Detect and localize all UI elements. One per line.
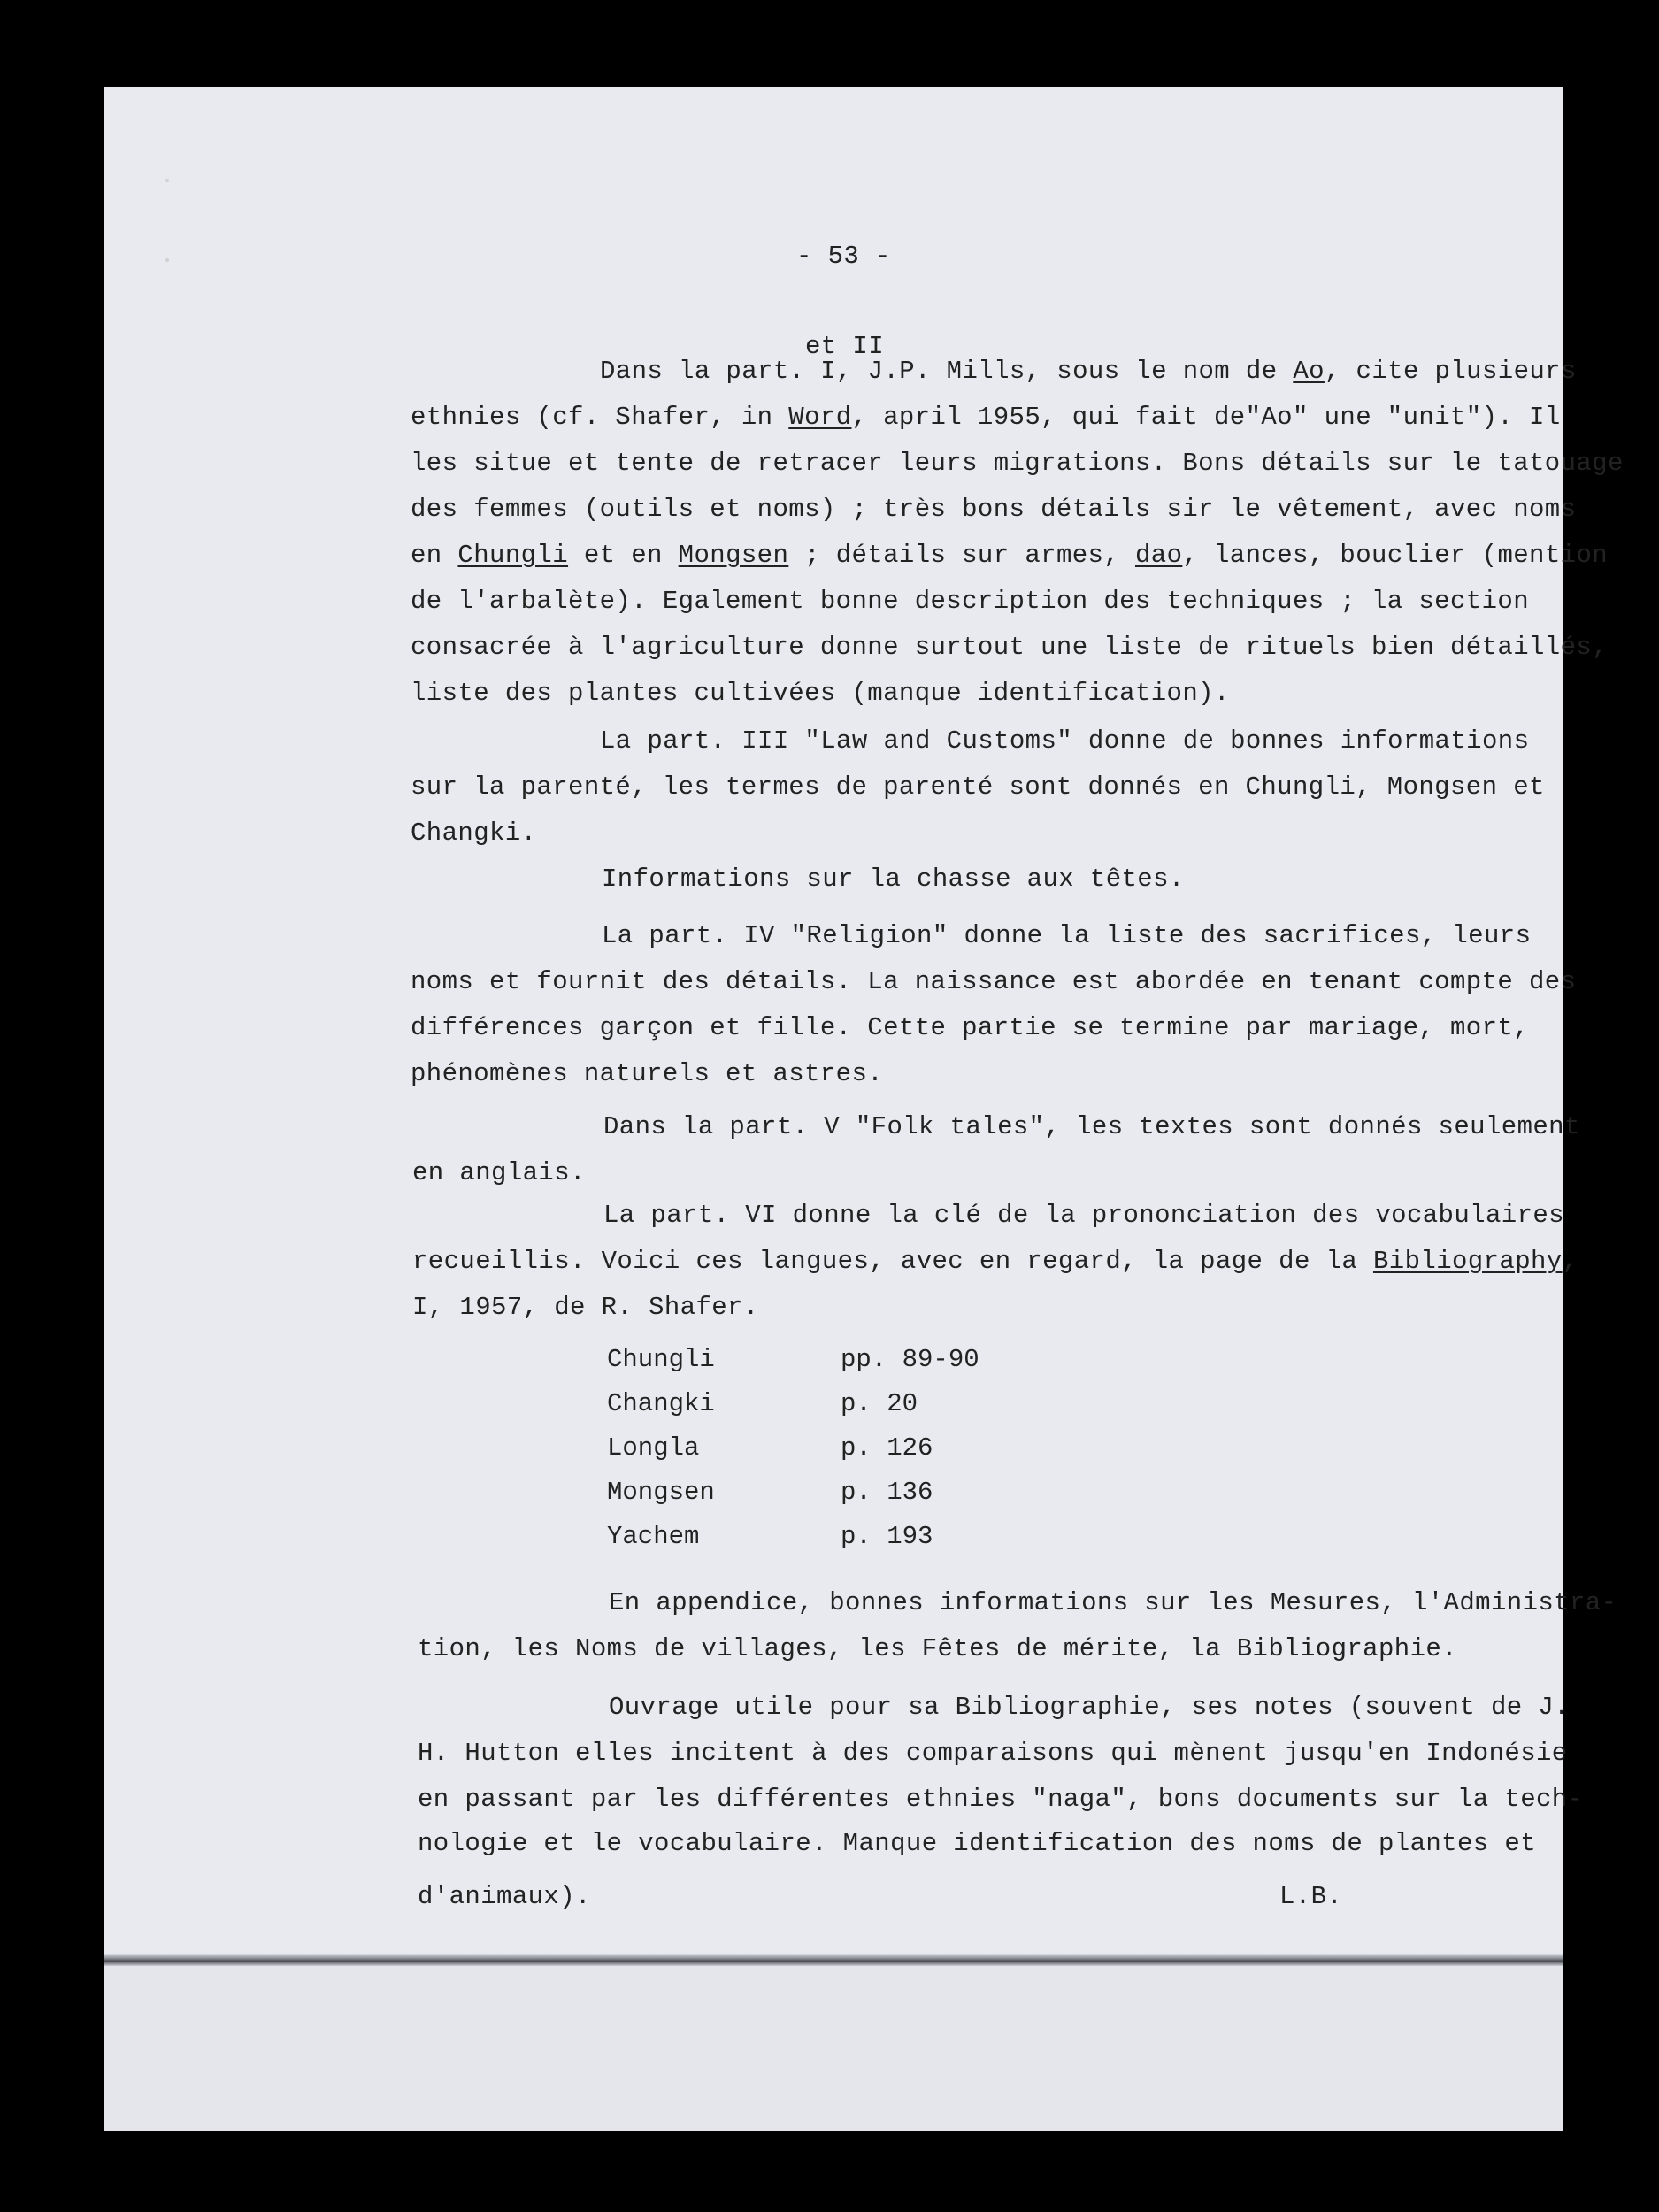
- language-name: Longla: [607, 1433, 700, 1463]
- text-line: nologie et le vocabulaire. Manque identification des noms de plantes et: [418, 1829, 1537, 1858]
- text-line: des femmes (outils et noms) ; très bons détails sir le vêtement, avec noms: [411, 495, 1577, 524]
- language-page: p. 20: [841, 1389, 918, 1418]
- language-name: Mongsen: [607, 1478, 715, 1507]
- paper-speck: [165, 179, 169, 182]
- language-page: p. 136: [841, 1478, 933, 1507]
- text-line: de l'arbalète). Egalement bonne description des techniques ; la section: [411, 587, 1530, 616]
- text-line: Ouvrage utile pour sa Bibliographie, ses notes (souvent de J.: [609, 1693, 1570, 1722]
- text-line: liste des plantes cultivées (manque identification).: [411, 679, 1230, 708]
- text-line: La part. VI donne la clé de la prononciation des vocabulaires: [603, 1201, 1564, 1230]
- text-line: en anglais.: [412, 1158, 586, 1187]
- text-line: noms et fournit des détails. La naissance est abordée en tenant compte des: [411, 967, 1577, 996]
- text-line: différences garçon et fille. Cette partie se termine par mariage, mort,: [411, 1013, 1530, 1042]
- underlying-sheet: [104, 1966, 1563, 2131]
- term-chungli: Chungli: [457, 541, 569, 570]
- text-line: Dans la part. I, J.P. Mills, sous le nom de Ao, cite plusieurs: [600, 357, 1577, 386]
- text-line: en Chungli et en Mongsen ; détails sur armes, dao, lances, bouclier (mention: [411, 541, 1609, 570]
- text-line: La part. III "Law and Customs" donne de bonnes informations: [600, 726, 1530, 756]
- text-line: En appendice, bonnes informations sur les Mesures, l'Administra-: [609, 1588, 1617, 1617]
- page-number: - 53 -: [796, 242, 891, 271]
- term-dao: dao: [1134, 541, 1183, 570]
- text-line: tion, les Noms de villages, les Fêtes de mérite, la Bibliographie.: [418, 1634, 1457, 1663]
- journal-word: Word: [788, 403, 852, 432]
- text-line: phénomènes naturels et astres.: [411, 1059, 884, 1088]
- text-line: en passant par les différentes ethnies "naga", bons documents sur la tech-: [418, 1785, 1584, 1814]
- text-line: La part. IV "Religion" donne la liste des sacrifices, leurs: [602, 921, 1532, 950]
- author-initials: L.B.: [1279, 1882, 1343, 1911]
- insertion-note: et II: [805, 332, 885, 361]
- language-name: Yachem: [607, 1522, 700, 1551]
- language-page: p. 193: [841, 1522, 933, 1551]
- text-line: I, 1957, de R. Shafer.: [412, 1293, 759, 1322]
- language-name: Changki: [607, 1389, 715, 1418]
- language-page: p. 126: [841, 1433, 933, 1463]
- text-line: consacrée à l'agriculture donne surtout une liste de rituels bien détaillés,: [411, 633, 1609, 662]
- text-line: sur la parenté, les termes de parenté sont donnés en Chungli, Mongsen et: [411, 772, 1545, 802]
- text-line: d'animaux).: [418, 1882, 591, 1911]
- text-line: recueillis. Voici ces langues, avec en regard, la page de la Bibliography,: [412, 1247, 1578, 1276]
- language-page: pp. 89-90: [841, 1345, 979, 1374]
- text-line: Dans la part. V "Folk tales", les textes sont donnés seulement: [603, 1112, 1580, 1141]
- sheet-fold-edge: [104, 1954, 1563, 1966]
- term-ao: Ao: [1293, 357, 1325, 386]
- paper-speck: [165, 258, 169, 262]
- term-mongsen: Mongsen: [678, 541, 789, 570]
- text-line: ethnies (cf. Shafer, in Word, april 1955, qui fait de"Ao" une "unit"). Il: [411, 403, 1561, 432]
- text-line: les situe et tente de retracer leurs migrations. Bons détails sur le tatouage: [411, 449, 1624, 478]
- text-line: Changki.: [411, 818, 537, 848]
- title-bibliography: Bibliography: [1372, 1247, 1563, 1276]
- text-line: Informations sur la chasse aux têtes.: [602, 864, 1185, 894]
- text-line: H. Hutton elles incitent à des comparaisons qui mènent jusqu'en Indonésie: [418, 1739, 1568, 1768]
- language-name: Chungli: [607, 1345, 715, 1374]
